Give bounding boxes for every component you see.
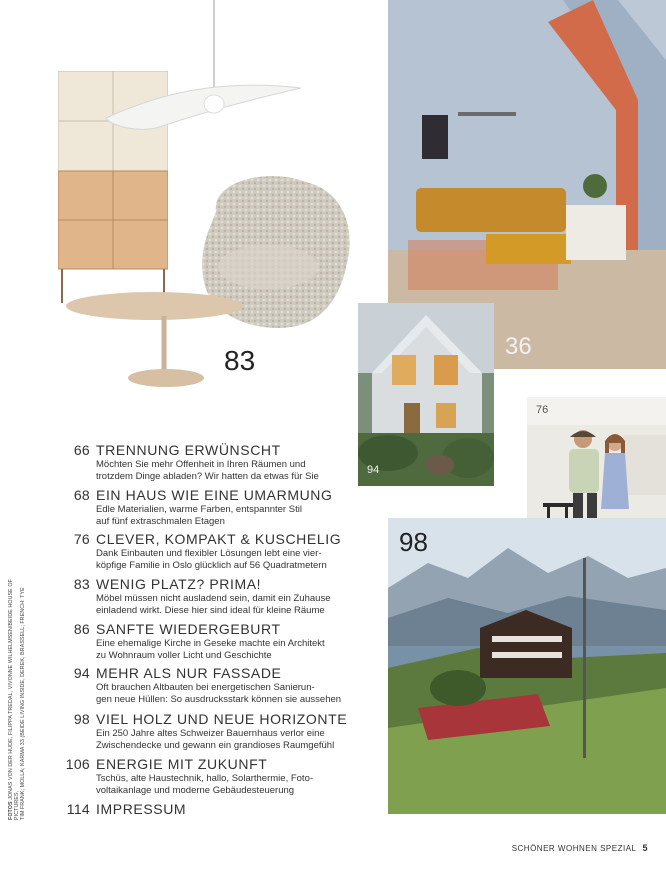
toc-description: [96, 773, 396, 797]
toc-page-number: 114: [66, 801, 90, 817]
toc-description-line: voltaikanlage und moderne Gebäudesteuerung: [96, 785, 295, 796]
toc-description-line: auf fünf extraschmalen Etagen: [96, 516, 225, 527]
living-room-page-label: 36: [505, 333, 532, 360]
toc-description: [96, 682, 396, 706]
toc-description-line: Tschüs, alte Haustechnik, hallo, Solarthermie, Foto-: [96, 773, 314, 784]
magazine-name: SCHÖNER WOHNEN SPEZIAL: [511, 844, 637, 853]
toc-page-number: 68: [73, 487, 90, 503]
toc-title[interactable]: EIN HAUS WIE EINE UMARMUNG: [96, 487, 333, 503]
toc-description: [96, 548, 396, 572]
toc-description-line: Edle Materialien, warme Farben, entspannter Stil: [96, 504, 302, 515]
toc-description-line: Möbel müssen nicht ausladend sein, damit ein Zuhause: [96, 593, 331, 604]
toc-page-number: 83: [73, 576, 90, 592]
toc-page-number: 66: [73, 442, 90, 458]
toc-page-number: 94: [73, 665, 90, 681]
toc-title[interactable]: ENERGIE MIT ZUKUNFT: [96, 756, 268, 772]
toc-page-number: 106: [65, 756, 90, 772]
toc-title[interactable]: IMPRESSUM: [96, 801, 187, 817]
toc-description-line: zu Wohnraum voller Licht und Geschichte: [96, 650, 272, 661]
toc-description-line: gen neue Hüllen: So ausdrucksstark können sie aussehen: [96, 694, 342, 705]
page-footer: [512, 843, 648, 853]
mountain-house-page-label: 98: [399, 527, 428, 557]
toc-description-line: Dank Einbauten und flexibler Lösungen lebt eine vier-: [96, 548, 322, 559]
toc-title[interactable]: VIEL HOLZ UND NEUE HORIZONTE: [96, 711, 348, 727]
toc-description: [96, 459, 396, 483]
toc-description-line: Oft brauchen Altbauten bei energetischen Sanierun-: [96, 682, 315, 693]
toc-description: [96, 593, 396, 617]
couple-kitchen-page-label: 76: [536, 404, 549, 416]
toc-description-line: Zwischendecke und gewann ein grandioses Raumgefühl: [96, 740, 335, 751]
toc-page-number: 86: [73, 621, 90, 637]
house-exterior-page-label: 94: [367, 464, 380, 476]
toc-title[interactable]: WENIG PLATZ? PRIMA!: [96, 576, 262, 592]
toc-page-number: 76: [73, 531, 90, 547]
product-page-number: 83: [224, 345, 256, 376]
page-number: 5: [642, 843, 648, 853]
toc-title[interactable]: SANFTE WIEDERGEBURT: [96, 621, 281, 637]
toc-description-line: Ein 250 Jahre altes Schweizer Bauernhaus verlor eine: [96, 728, 325, 739]
toc-description-line: einladend wirkt. Diese hier sind ideal für kleine Räume: [96, 605, 325, 616]
toc-page-number: 98: [73, 711, 90, 727]
toc-description: [96, 728, 396, 752]
mountain-house-photo[interactable]: [388, 518, 666, 814]
toc-title[interactable]: TRENNUNG ERWÜNSCHT: [96, 442, 281, 458]
toc-title[interactable]: CLEVER, KOMPAKT & KUSCHELIG: [96, 531, 342, 547]
photo-credits: [8, 560, 26, 820]
credits-line: JONAS VON DER HUDE, FILIPPA TREDAL, VIVONNE WILHELMSEN/BEIDE HOUSE OF PICTURES,: [8, 579, 20, 820]
credits-line: TIM FRANK; MOLLA; KARMA 33 (BEIDE LIVING INSIDE, DEREK, BRASSELL; FRENCH: TYE: [20, 587, 26, 820]
pendant-lamp-image: [96, 0, 316, 130]
toc-title[interactable]: MEHR ALS NUR FASSADE: [96, 665, 282, 681]
toc-description: [96, 504, 396, 528]
toc-description-line: köpfige Familie in Oslo glücklich auf 56 Quadratmetern: [96, 560, 327, 571]
toc-description-line: Möchten Sie mehr Offenheit in Ihren Räumen und: [96, 459, 306, 470]
toc-description-line: trotzdem Dinge abladen? Wir hatten da etwas für Sie: [96, 471, 319, 482]
toc-description: [96, 638, 396, 662]
credits-heading: FOTOS: [8, 801, 14, 820]
toc-description-line: Eine ehemalige Kirche in Geseke machte ein Architekt: [96, 638, 325, 649]
